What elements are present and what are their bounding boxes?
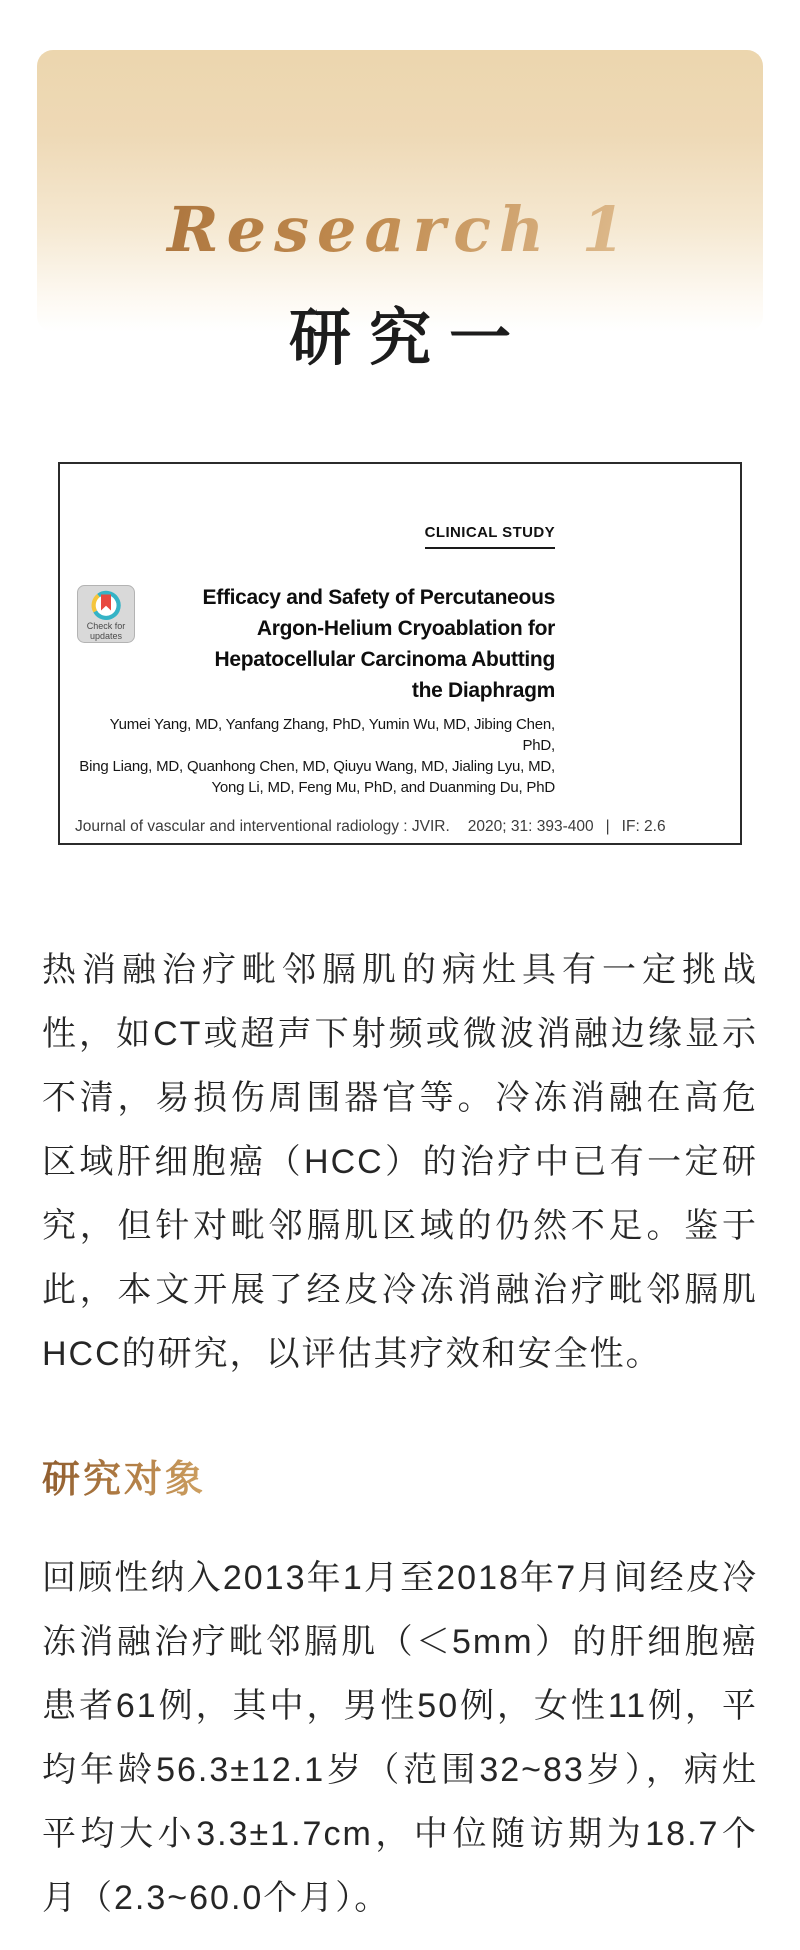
header-title-english: Research 1 xyxy=(37,193,763,266)
paper-authors-line: Yong Li, MD, Feng Mu, PhD, and Duanming Du, PhD xyxy=(211,779,555,796)
paper-title-line: Efficacy and Safety of Percutaneous xyxy=(202,586,555,609)
paper-title-line: Argon-Helium Cryoablation for xyxy=(256,617,555,640)
paper-title-line: Hepatocellular Carcinoma Abutting xyxy=(214,648,555,671)
impact-factor: IF: 2.6 xyxy=(621,818,666,835)
journal-citation-card xyxy=(58,462,742,845)
article-category-label: CLINICAL STUDY xyxy=(425,524,555,549)
paper-authors-line: Bing Liang, MD, Quanhong Chen, MD, Qiuyu Wang, MD, Jialing Lyu, MD, xyxy=(79,758,555,775)
section-heading-research-subjects: 研究对象 xyxy=(42,1448,206,1503)
paper-authors-line: Yumei Yang, MD, Yanfang Zhang, PhD, Yumin Wu, MD, Jibing Chen, PhD, xyxy=(109,716,555,754)
article-category xyxy=(75,524,555,549)
journal-citation: 2020; 31: 393-400 xyxy=(467,818,594,835)
paper-content-column xyxy=(75,464,666,843)
reference-divider: | xyxy=(605,818,610,835)
header-banner xyxy=(37,50,763,373)
journal-reference xyxy=(75,818,666,836)
study-subjects-paragraph: 回顾性纳入2013年1月至2018年7月间经皮冷冻消融治疗毗邻膈肌（＜5mm）的肝细胞癌患者61例，其中，男性50例，女性11例，平均年龄56.3±12.1岁（范围32~83岁），病灶平均大小3.3±1.7cm，中位随访期为18.7个月（2.3~60.0个月）。 xyxy=(42,1559,758,1917)
badge-label-line2: updates xyxy=(89,631,123,641)
intro-paragraph: 热消融治疗毗邻膈肌的病灶具有一定挑战性，如CT或超声下射频或微波消融边缘显示不清，易损伤周围器官等。冷冻消融在高危区域肝细胞癌（HCC）的治疗中已有一定研究，但针对毗邻膈肌区域的仍然不足。鉴于此，本文开展了经皮冷冻消融治疗毗邻膈肌HCC的研究，以评估其疗效和安全性。 xyxy=(42,951,758,1373)
paper-title-line: the Diaphragm xyxy=(411,679,555,702)
badge-label-line1: Check for xyxy=(86,621,126,631)
paper-authors xyxy=(75,714,555,798)
journal-name: Journal of vascular and interventional radiology : JVIR. xyxy=(75,818,450,835)
paper-title xyxy=(75,582,555,706)
header-title-chinese: 研究一 xyxy=(288,305,529,373)
